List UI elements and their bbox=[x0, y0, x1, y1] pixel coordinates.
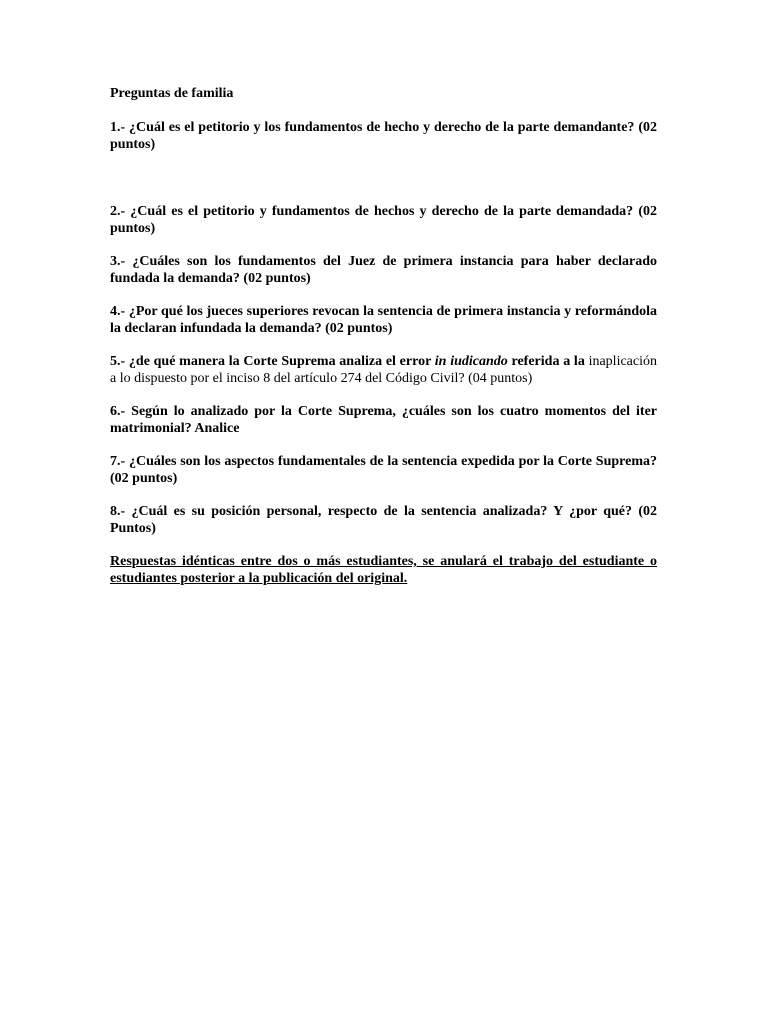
question-1: 1.- ¿Cuál es el petitorio y los fundamentos de hecho y derecho de la parte demandante? (02 puntos) bbox=[110, 120, 657, 152]
question-5-bold-continuation: referida a la bbox=[507, 354, 585, 369]
question-5-bold-text: 5.- ¿de qué manera la Corte Suprema analiza el error bbox=[110, 354, 435, 369]
question-2: 2.- ¿Cuál es el petitorio y fundamentos de hechos y derecho de la parte demandada? (02 puntos) bbox=[110, 204, 657, 236]
document-title: Preguntas de familia bbox=[110, 86, 234, 101]
plagiarism-warning: Respuestas idénticas entre dos o más estudiantes, se anulará el trabajo del estudiante o estudiantes posterior a la publicación del original. bbox=[110, 554, 657, 586]
question-5-normal-text: inaplicación a lo dispuesto por el inciso 8 del artículo 274 del Código Civil? (04 puntos) bbox=[110, 354, 657, 386]
document-body bbox=[110, 85, 657, 587]
question-5-italic-term: in iudicando bbox=[434, 354, 508, 369]
question-8: 8.- ¿Cuál es su posición personal, respecto de la sentencia analizada? Y ¿por qué? (02 Puntos) bbox=[110, 504, 657, 536]
question-4: 4.- ¿Por qué los jueces superiores revocan la sentencia de primera instancia y reformándola la declaran infundada la demanda? (02 puntos) bbox=[110, 304, 657, 336]
question-3: 3.- ¿Cuáles son los fundamentos del Juez de primera instancia para haber declarado fundada la demanda? (02 puntos) bbox=[110, 254, 657, 286]
question-6: 6.- Según lo analizado por la Corte Suprema, ¿cuáles son los cuatro momentos del iter matrimonial? Analice bbox=[110, 404, 657, 436]
question-5 bbox=[110, 353, 657, 387]
question-7: 7.- ¿Cuáles son los aspectos fundamentales de la sentencia expedida por la Corte Suprema? (02 puntos) bbox=[110, 454, 657, 486]
